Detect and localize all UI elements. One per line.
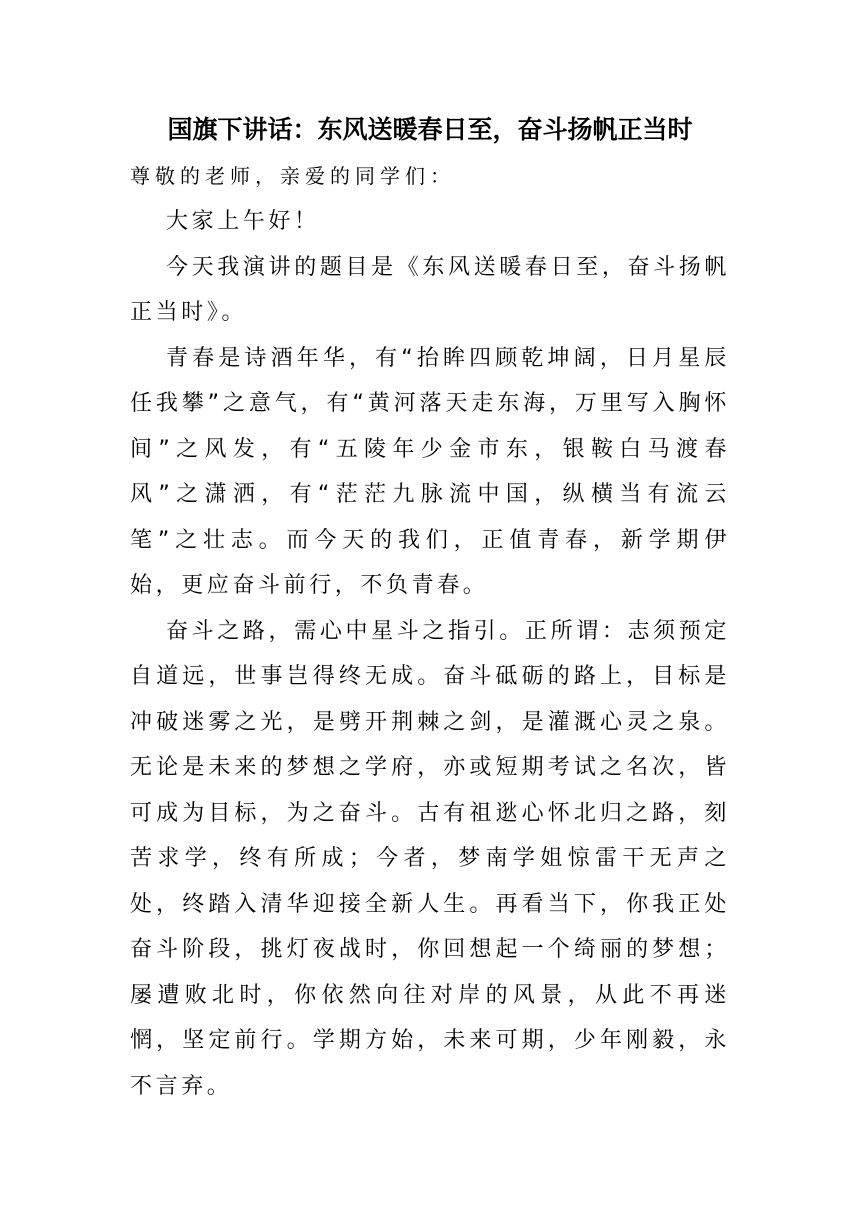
paragraph-topic: 今天我演讲的题目是《东风送暖春日至，奋斗扬帆正当时》。	[130, 254, 730, 325]
document-body	[130, 199, 730, 1109]
paragraph-struggle: 奋斗之路，需心中星斗之指引。正所谓：志须预定自道远，世事岂得终无成。奋斗砥砺的路上，目标是冲破迷雾之光，是劈开荆棘之剑，是灌溉心灵之泉。无论是未来的梦想之学府，亦或短期考试之名次，皆可成为目标，为之奋斗。古有祖逖心怀北归之路，刻苦求学，终有所成；今者，梦南学姐惊雷干无声之处，终踏入清华迎接全新人生。再看当下，你我正处奋斗阶段，挑灯夜战时，你回想起一个绮丽的梦想；屡遭败北时，你依然向往对岸的风景，从此不再迷惘，坚定前行。学期方始，未来可期，少年刚毅，永不言弃。	[130, 618, 730, 1099]
paragraph-greeting: 大家上午好！	[166, 209, 320, 234]
paragraph-youth: 青春是诗酒年华，有“抬眸四顾乾坤阔，日月星辰任我攀”之意气，有“黄河落天走东海，万里写入胸怀间”之风发，有“五陵年少金市东，银鞍白马渡春风”之潇洒，有“茫茫九脉流中国，纵横当有流云笔”之壮志。而今天的我们，正值青春，新学期伊始，更应奋斗前行，不负青春。	[130, 345, 730, 598]
document-title: 国旗下讲话：东风送暖春日至，奋斗扬帆正当时	[167, 115, 693, 144]
salutation: 尊敬的老师，亲爱的同学们：	[130, 164, 455, 188]
